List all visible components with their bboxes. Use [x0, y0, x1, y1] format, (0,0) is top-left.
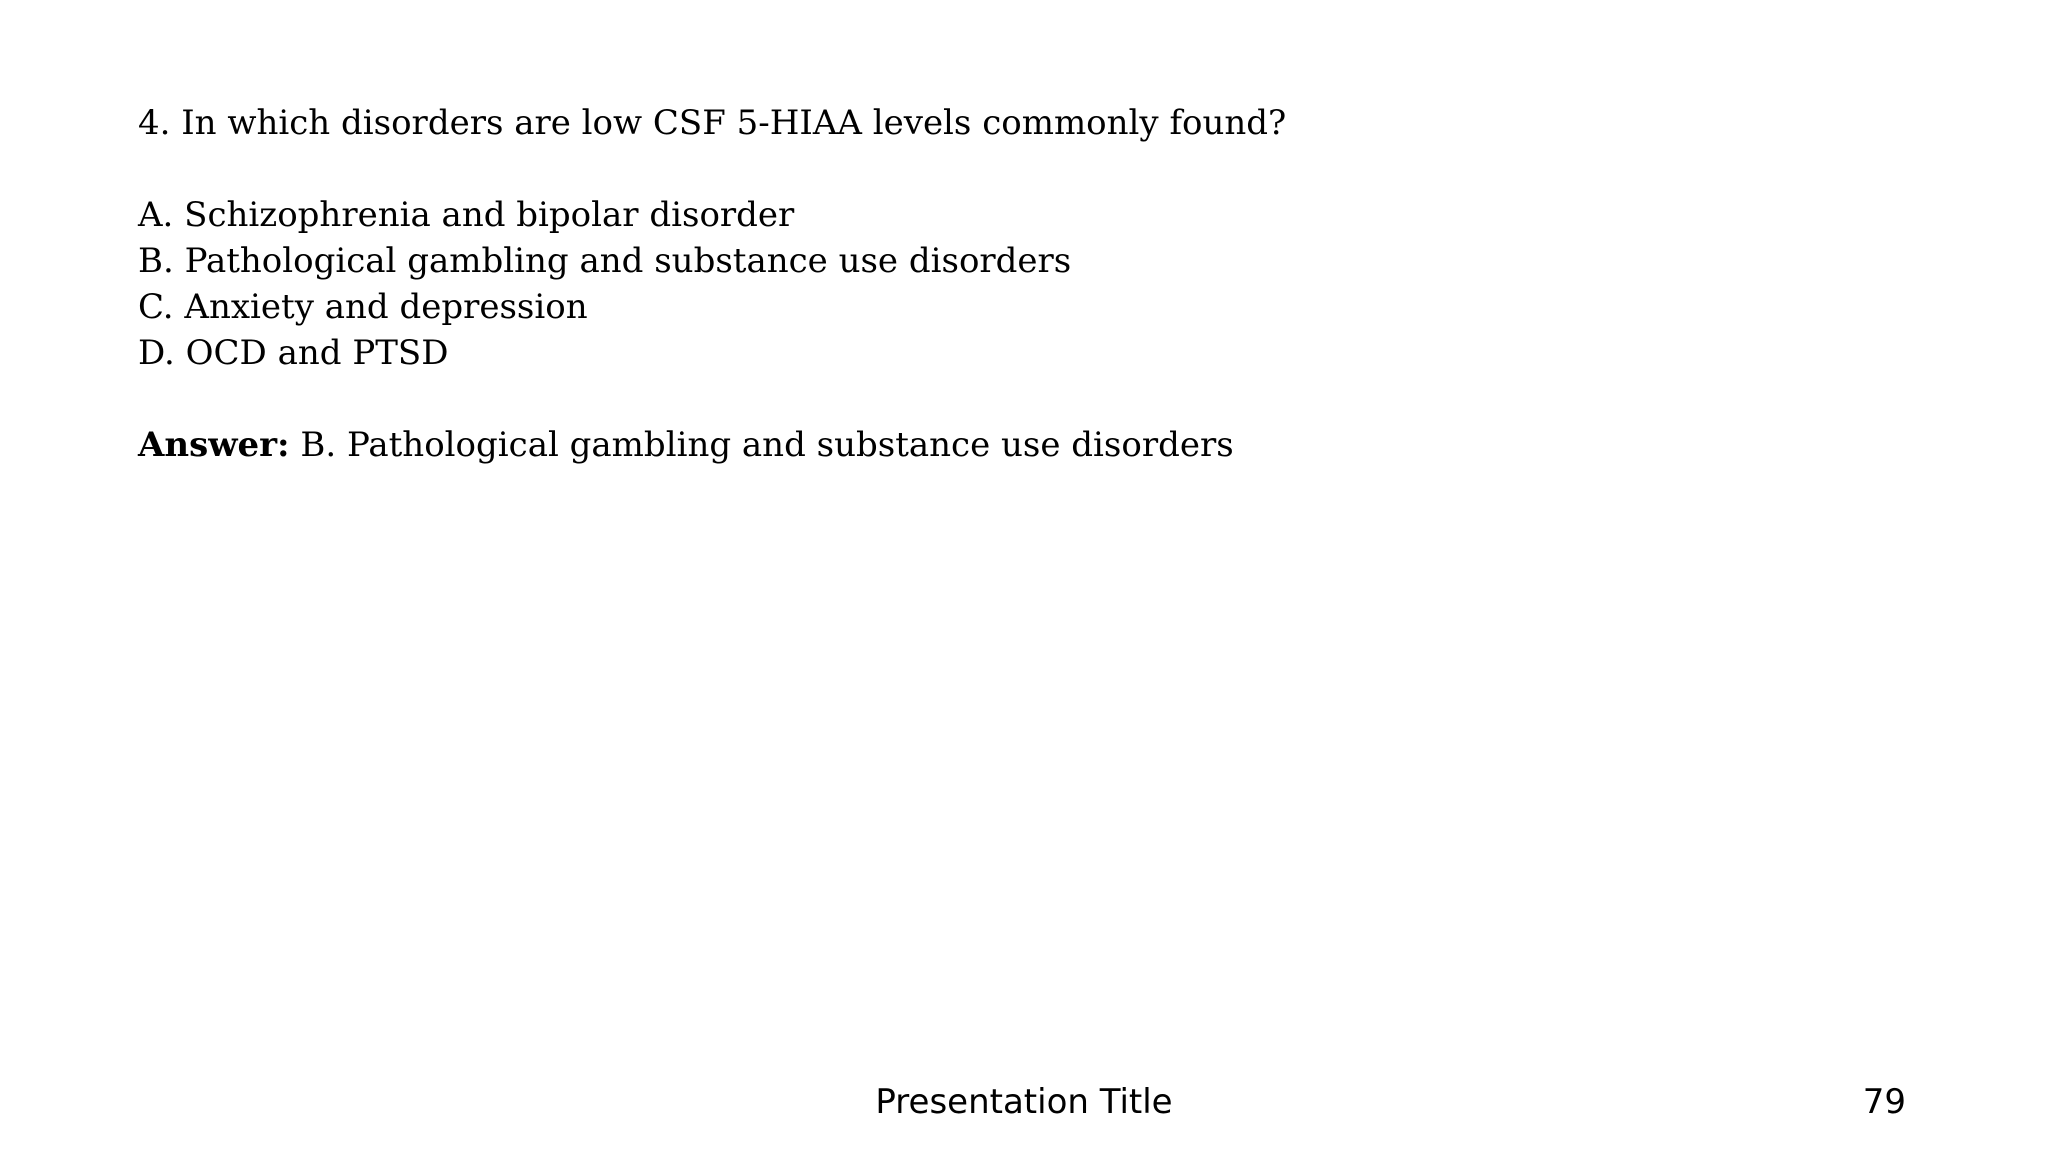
- option-c: C. Anxiety and depression: [138, 287, 588, 327]
- option-b: B. Pathological gambling and substance use disorders: [138, 241, 1072, 281]
- option-a: A. Schizophrenia and bipolar disorder: [138, 195, 795, 235]
- option-d: D. OCD and PTSD: [138, 333, 449, 373]
- question-text: 4. In which disorders are low CSF 5-HIAA levels commonly found?: [138, 103, 1287, 143]
- answer-text: B. Pathological gambling and substance use disorders: [300, 425, 1234, 465]
- spacer: [138, 376, 1938, 422]
- answer-label: Answer:: [138, 425, 290, 465]
- footer-presentation-title: Presentation Title: [875, 1082, 1173, 1122]
- spacer: [138, 146, 1938, 192]
- answer-line: [138, 422, 1938, 468]
- slide-body: [138, 100, 1938, 468]
- page-number: 79: [1862, 1082, 1906, 1122]
